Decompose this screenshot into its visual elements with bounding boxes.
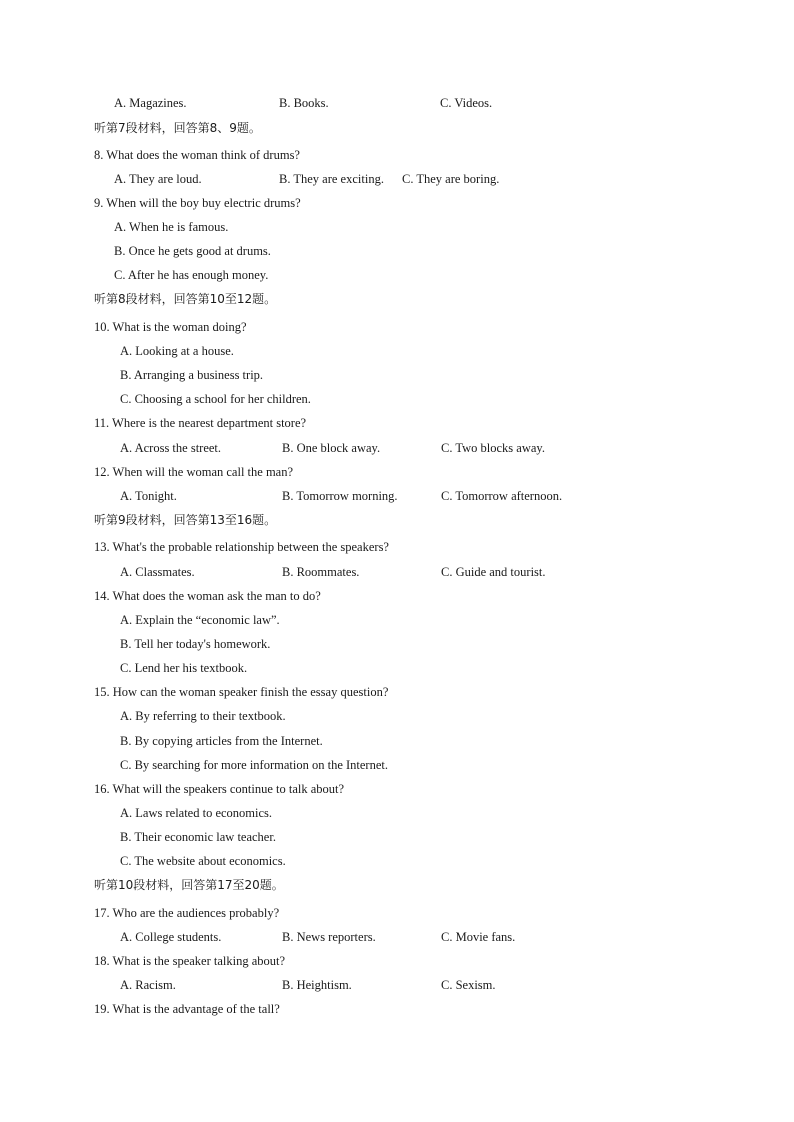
q8-option-a: A. They are loud. bbox=[114, 172, 202, 186]
q8-option-c: C. They are boring. bbox=[402, 172, 500, 186]
q18-option-c: C. Sexism. bbox=[441, 978, 496, 992]
q17-option-b: B. News reporters. bbox=[282, 930, 376, 944]
q18-option-b: B. Heightism. bbox=[282, 978, 352, 992]
section-8-heading: 听第8段材料，回答第10至12题。 bbox=[94, 292, 277, 306]
q17-option-c: C. Movie fans. bbox=[441, 930, 516, 944]
q10-option-b: B. Arranging a business trip. bbox=[120, 368, 264, 382]
q11-option-c: C. Two blocks away. bbox=[441, 441, 545, 455]
q12-option-c: C. Tomorrow afternoon. bbox=[441, 489, 563, 503]
q11-option-a: A. Across the street. bbox=[120, 441, 222, 455]
q12-option-b: B. Tomorrow morning. bbox=[282, 489, 398, 503]
q15-stem: 15. How can the woman speaker finish the essay question? bbox=[94, 685, 389, 699]
q14-stem: 14. What does the woman ask the man to do? bbox=[94, 589, 321, 603]
q13-option-c: C. Guide and tourist. bbox=[441, 565, 546, 579]
q13-stem: 13. What's the probable relationship between the speakers? bbox=[94, 540, 389, 554]
q12-option-a: A. Tonight. bbox=[120, 489, 177, 503]
q7-option-a: A. Magazines. bbox=[114, 96, 187, 110]
q13-option-b: B. Roommates. bbox=[282, 565, 360, 579]
q13-option-a: A. Classmates. bbox=[120, 565, 195, 579]
q12-stem: 12. When will the woman call the man? bbox=[94, 465, 294, 479]
q9-option-c: C. After he has enough money. bbox=[114, 268, 269, 282]
section-9-heading: 听第9段材料，回答第13至16题。 bbox=[94, 513, 277, 527]
section-10-heading: 听第10段材料，回答第17至20题。 bbox=[94, 878, 284, 892]
q15-option-a: A. By referring to their textbook. bbox=[120, 709, 286, 723]
q9-option-a: A. When he is famous. bbox=[114, 220, 229, 234]
q14-option-c: C. Lend her his textbook. bbox=[120, 661, 248, 675]
q18-stem: 18. What is the speaker talking about? bbox=[94, 954, 286, 968]
q7-option-b: B. Books. bbox=[279, 96, 329, 110]
q19-stem: 19. What is the advantage of the tall? bbox=[94, 1002, 280, 1016]
q9-option-b: B. Once he gets good at drums. bbox=[114, 244, 271, 258]
q8-stem: 8. What does the woman think of drums? bbox=[94, 148, 300, 162]
q15-option-c: C. By searching for more information on the Internet. bbox=[120, 758, 388, 772]
q17-option-a: A. College students. bbox=[120, 930, 222, 944]
q10-option-c: C. Choosing a school for her children. bbox=[120, 392, 311, 406]
q18-option-a: A. Racism. bbox=[120, 978, 176, 992]
q16-stem: 16. What will the speakers continue to talk about? bbox=[94, 782, 345, 796]
q16-option-c: C. The website about economics. bbox=[120, 854, 286, 868]
q16-option-b: B. Their economic law teacher. bbox=[120, 830, 276, 844]
q11-stem: 11. Where is the nearest department store? bbox=[94, 416, 307, 430]
q14-option-a: A. Explain the “economic law”. bbox=[120, 613, 280, 627]
q15-option-b: B. By copying articles from the Internet. bbox=[120, 734, 323, 748]
q9-stem: 9. When will the boy buy electric drums? bbox=[94, 196, 301, 210]
q7-option-c: C. Videos. bbox=[440, 96, 493, 110]
q14-option-b: B. Tell her today's homework. bbox=[120, 637, 271, 651]
q8-option-b: B. They are exciting. bbox=[279, 172, 384, 186]
q17-stem: 17. Who are the audiences probably? bbox=[94, 906, 280, 920]
section-7-heading: 听第7段材料，回答第8、9题。 bbox=[94, 121, 261, 135]
q10-stem: 10. What is the woman doing? bbox=[94, 320, 247, 334]
q16-option-a: A. Laws related to economics. bbox=[120, 806, 273, 820]
q11-option-b: B. One block away. bbox=[282, 441, 381, 455]
q10-option-a: A. Looking at a house. bbox=[120, 344, 234, 358]
